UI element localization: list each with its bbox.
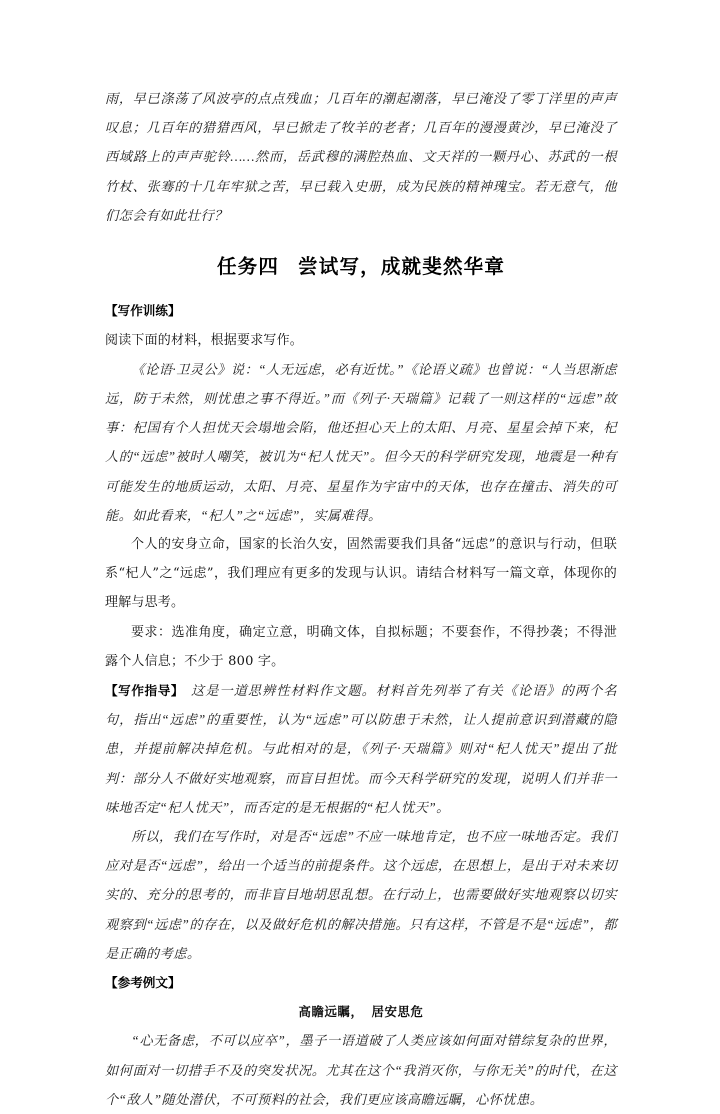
section-label-writing-training	[105, 296, 617, 325]
spacer-above-task-heading	[105, 230, 617, 255]
task-number: 任务四	[216, 255, 280, 279]
material-quote-paragraph: 《论语·卫灵公》说：“人无远虑，必有近忧。”《论语义疏》也曾说：“人当思渐虑远，防于未然，则忧患之事不得近。”而《列子·天瑞篇》记载了一则这样的“远虑”故事：杞国有个人担忧天会塌地会陷，他还担心天上的太阳、月亮、星星会掉下来，杞人的“远虑”被时人嘲笑，被讥为“杞人忧天”。但今天的科学研究发现，地震是一种有可能发生的地质运动，太阳、月亮、星星作为宇宙中的天体，也存在撞击、消失的可能。如此看来，“杞人”之“远虑”，实属难得。	[105, 361, 617, 523]
page-content	[105, 84, 617, 1114]
requirements-paragraph: 要求：选准角度，确定立意，明确文体，自拟标题；不要套作，不得抄袭；不得泄露个人信息；不少于 800 字。	[105, 624, 617, 669]
section-label-sample-essay	[105, 968, 617, 997]
essay-title-part-2: 居安思危	[371, 1004, 424, 1020]
writing-guidance-paragraph-2: 所以，我们在写作时，对是否“远虑”不应一味地肯定，也不应一味地否定。我们应对是否“远虑”，给出一个适当的前提条件。这个远虑，在思想上，是出于对未来切实的、充分的思考的，而非盲目地胡思乱想。在行动上，也需要做好实地观察以切实观察到“远虑”的存在，以及做好危机的解决措施。只有这样，不管是不是“远虑”，都是正确的考虑。	[105, 829, 617, 961]
essay-title-part-1: 高瞻远瞩，	[298, 1004, 364, 1020]
guidance-text-1: 这是一道思辨性材料作文题。材料首先列举了有关《论语》的两个名句，指出“远虑”的重要性，认为“远虑”可以防患于未然，让人提前意识到潜藏的隐患，并提前解决掉危机。与此相对的是，《列子·天瑞篇》则对“杞人忧天”提出了批判：部分人不做好实地观察，而盲目担忧。而今天科学研究的发现，说明人们并非一味地否定“杞人忧天”，而否定的是无根据的“杞人忧天”。	[105, 683, 617, 815]
task-title: 尝试写，成就斐然华章	[298, 255, 506, 279]
task-four-heading	[105, 255, 617, 278]
sample-essay-opening-paragraph: “心无备虑，不可以应卒”，墨子一语道破了人类应该如何面对错综复杂的世界，如何面对一切措手不及的突发状况。尤其在这个“我消灭你，与你无关”的时代，在这个“敌人”随处潜伏，不可预料的社会，我们更应该高瞻远瞩，心怀忧患。	[105, 1033, 617, 1107]
opening-continuation-paragraph: 雨，早已涤荡了风波亭的点点残血；几百年的潮起潮落，早已淹没了零丁洋里的声声叹息；几百年的猎猎西风，早已掀走了牧羊的老者；几百年的漫漫黄沙，早已淹没了西域路上的声声驼铃……然而，岳武穆的满腔热血、文天祥的一颗丹心、苏武的一根竹杖、张骞的十几年牢狱之苦，早已载入史册，成为民族的精神瑰宝。若无意气，他们怎会有如此壮行？	[105, 91, 617, 223]
writing-training-label: 【写作训练】	[105, 303, 181, 319]
spacer-below-task-heading	[105, 278, 617, 296]
material-prompt-paragraph: 个人的安身立命，国家的长治久安，固然需要我们具备“远虑”的意识与行动，但联系“杞人”之“远虑”，我们理应有更多的发现与认识。请结合材料写一篇文章，体现你的理解与思考。	[105, 537, 617, 611]
sample-essay-title	[105, 997, 617, 1026]
sample-essay-label: 【参考例文】	[105, 975, 181, 991]
writing-guidance-label: 【写作指导】	[105, 683, 185, 699]
writing-training-lead: 阅读下面的材料，根据要求写作。	[105, 332, 304, 348]
writing-guidance-paragraph-1	[105, 676, 617, 822]
